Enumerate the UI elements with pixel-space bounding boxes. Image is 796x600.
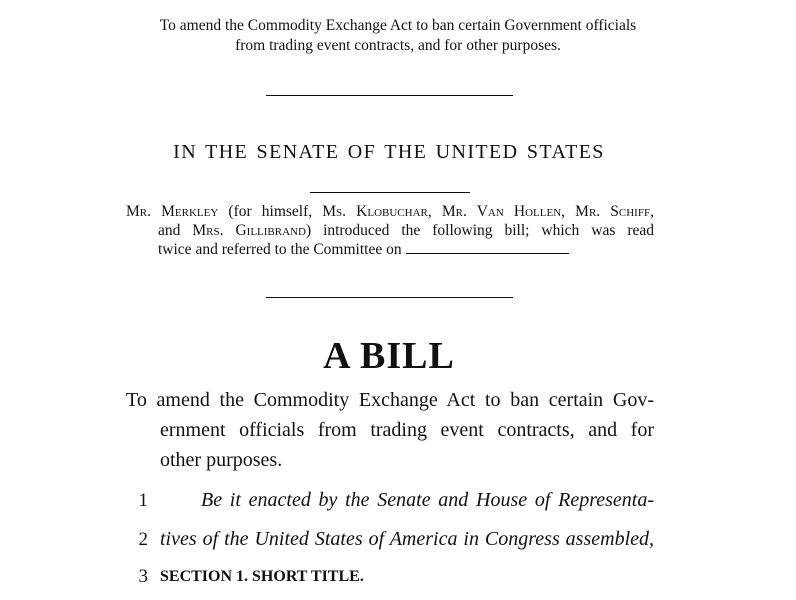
purpose-line-1: To amend the Commodity Exchange Act to ban certain Gov- — [126, 389, 654, 411]
sp1-s9: chiff — [618, 203, 651, 220]
sp1-t10: , — [650, 203, 654, 220]
sp1-t7: H — [503, 203, 526, 220]
sp1-t4: . K — [342, 203, 368, 220]
sponsors-line-3 — [158, 240, 569, 260]
sp1-t3: (for himself, M — [218, 203, 337, 220]
sp1-t5: , M — [427, 203, 456, 220]
sp2-t3: ) introduced the following bill; which was read — [305, 222, 654, 239]
sp1-s5: r — [455, 203, 463, 220]
committee-referral-text: twice and referred to the Committee on — [158, 241, 402, 258]
sp1-s3: s — [336, 203, 343, 220]
divider-rule-top — [266, 95, 513, 96]
sp1-s7: ollen — [525, 203, 562, 220]
header-purpose — [0, 16, 796, 56]
sp2-t1: and M — [158, 222, 207, 239]
enacting-clause-line-2: tives of the United States of America in Congress assembled, — [160, 528, 654, 550]
purpose-line-3: other purposes. — [160, 449, 283, 471]
line-number-2: 2 — [138, 529, 148, 550]
header-purpose-line-1: To amend the Commodity Exchange Act to ban certain Government officials — [159, 17, 637, 34]
purpose-line-2: ernment officials from trading event contracts, and for — [160, 419, 654, 441]
bill-title: A BILL — [323, 335, 455, 377]
sp2-s1: rs — [206, 222, 220, 239]
divider-rule-short — [310, 192, 470, 193]
section-heading: SECTION 1. SHORT TITLE. — [160, 568, 364, 585]
sp1-t1: M — [126, 203, 140, 220]
committee-blank-line — [406, 253, 569, 254]
sp1-s8: r — [588, 203, 597, 220]
header-purpose-line-2: from trading event contracts, and for other purposes. — [235, 37, 561, 54]
sp1-t2: . M — [147, 203, 175, 220]
sp1-s4: lobuchar — [367, 203, 428, 220]
chamber-heading: IN THE SENATE OF THE UNITED STATES — [173, 141, 605, 163]
sp1-t8: , M — [561, 203, 589, 220]
sp1-s1: r — [139, 203, 148, 220]
sponsors-line-1 — [126, 202, 654, 222]
line-number-3: 3 — [138, 566, 148, 587]
line-number-1: 1 — [138, 490, 148, 511]
sp1-s2: erkley — [174, 203, 219, 220]
sp1-t6: . V — [463, 203, 488, 220]
divider-rule-bottom — [266, 297, 513, 298]
sp1-s6: an — [487, 203, 504, 220]
sp2-s2: illibrand — [246, 222, 306, 239]
sp1-t9: . S — [596, 203, 619, 220]
enacting-clause-line-1: Be it enacted by the Senate and House of Representa- — [201, 489, 654, 511]
sp2-t2: . G — [219, 222, 247, 239]
sponsors-line-2 — [158, 221, 654, 241]
